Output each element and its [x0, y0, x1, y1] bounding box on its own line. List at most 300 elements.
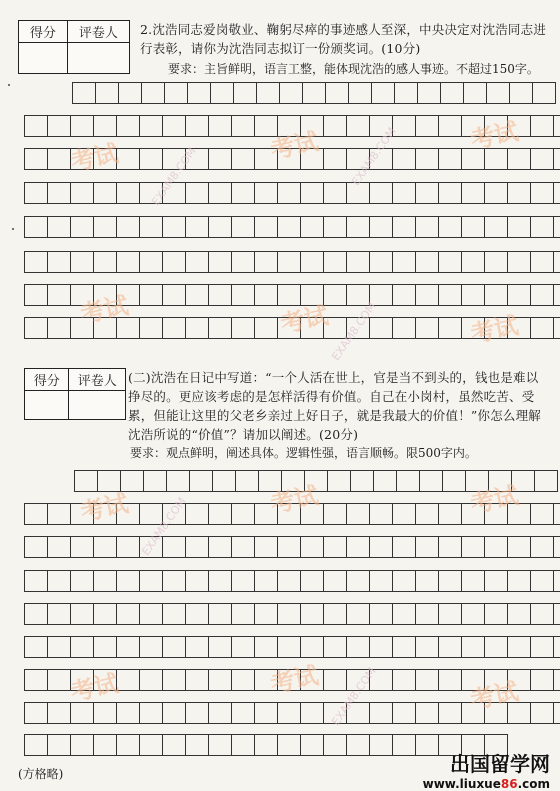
- grid-cell: [300, 536, 324, 558]
- grid-cell: [118, 82, 142, 104]
- grid-cell: [530, 503, 554, 525]
- watermark: 考试: [68, 669, 121, 707]
- grid-cell: [327, 470, 351, 492]
- grid-cell: [392, 702, 416, 724]
- grid-cell: [279, 82, 303, 104]
- grid-cell: [484, 570, 508, 592]
- grid-cell: [116, 603, 140, 625]
- grid-cell: [143, 470, 167, 492]
- grid-cell: [185, 284, 209, 306]
- grid-cell: [277, 216, 301, 238]
- grid-cell: [162, 284, 186, 306]
- grid-cell: [254, 603, 278, 625]
- logo-title: 出国留学网: [450, 752, 550, 776]
- grid-cell: [47, 603, 71, 625]
- grid-cell: [438, 603, 462, 625]
- grid-cell: [323, 503, 347, 525]
- grid-cell: [139, 115, 163, 137]
- grid-cell: [438, 182, 462, 204]
- grid-cell: [47, 216, 71, 238]
- grid-cell: [534, 470, 558, 492]
- grid-cell: [371, 82, 395, 104]
- grid-cell: [277, 251, 301, 273]
- grid-cell: [394, 82, 418, 104]
- grid-cell: [369, 216, 393, 238]
- grid-cell: [486, 82, 510, 104]
- grid-cell: [208, 503, 232, 525]
- grid-cell: [553, 503, 560, 525]
- grid-cell: [507, 148, 531, 170]
- grid-cell: [139, 216, 163, 238]
- grid-cell: [392, 284, 416, 306]
- grid-cell: [231, 702, 255, 724]
- grid-cell: [369, 570, 393, 592]
- grid-cell: [300, 570, 324, 592]
- grid-cell: [116, 636, 140, 658]
- grid-cell: [507, 636, 531, 658]
- grid-cell: [392, 570, 416, 592]
- grid-cell: [442, 470, 466, 492]
- grid-cell: [530, 284, 554, 306]
- grid-cell: [93, 251, 117, 273]
- grid-cell: [70, 115, 94, 137]
- grid-cell: [392, 503, 416, 525]
- grid-cell: [532, 82, 556, 104]
- grid-row: [24, 536, 560, 558]
- grid-cell: [369, 182, 393, 204]
- score-cell: [19, 43, 68, 73]
- section-2-text: (二)沈浩在日记中写道：“一个人活在世上，官是当不到头的，钱也是难以挣尽的。更应该考虑的是怎样活得有价值。自己在小岗村，虽然吃苦、受累，但能让这里的父老乡亲过上好日子，就是我最大的价值！”你怎么理解沈浩所说的“价值”？请加以阐述。(20分): [128, 370, 541, 442]
- grid-cell: [346, 216, 370, 238]
- grid-cell: [300, 216, 324, 238]
- grid-cell: [530, 636, 554, 658]
- grid-cell: [300, 702, 324, 724]
- grid-cell: [484, 284, 508, 306]
- grid-cell: [553, 115, 560, 137]
- grid-cell: [70, 603, 94, 625]
- grid-cell: [440, 82, 464, 104]
- grid-cell: [208, 317, 232, 339]
- grid-cell: [392, 216, 416, 238]
- grid-cell: [164, 82, 188, 104]
- grid-cell: [47, 251, 71, 273]
- score-label: 得分: [25, 369, 69, 391]
- grid-cell: [254, 536, 278, 558]
- grid-cell: [116, 570, 140, 592]
- grid-cell: [530, 251, 554, 273]
- grid-cell: [415, 216, 439, 238]
- logo-url-prefix: www.liuxue: [422, 777, 501, 791]
- grid-cell: [95, 82, 119, 104]
- question-2-requirement: 要求：主旨鲜明，语言工整，能体现沈浩的感人事迹。不超过150字。: [168, 62, 539, 76]
- grid-cell: [208, 216, 232, 238]
- grid-cell: [415, 284, 439, 306]
- grid-cell: [323, 734, 347, 756]
- grid-cell: [530, 182, 554, 204]
- score-box-2: [24, 368, 126, 420]
- grid-cell: [254, 702, 278, 724]
- grid-cell: [185, 669, 209, 691]
- grid-cell: [24, 182, 48, 204]
- grid-cell: [323, 669, 347, 691]
- grid-cell: [346, 570, 370, 592]
- grid-cell: [47, 148, 71, 170]
- grid-cell: [162, 115, 186, 137]
- grid-cell: [530, 603, 554, 625]
- grid-cell: [116, 669, 140, 691]
- grid-cell: [162, 734, 186, 756]
- grid-cell: [139, 251, 163, 273]
- grid-cell: [139, 702, 163, 724]
- grid-cell: [530, 669, 554, 691]
- grid-cell: [461, 536, 485, 558]
- grid-cell: [415, 636, 439, 658]
- grid-cell: [392, 148, 416, 170]
- grid-cell: [392, 669, 416, 691]
- grid-cell: [116, 216, 140, 238]
- grid-cell: [231, 317, 255, 339]
- speck: [12, 228, 14, 230]
- grid-cell: [323, 182, 347, 204]
- grid-cell: [461, 570, 485, 592]
- grid-cell: [553, 536, 560, 558]
- grid-cell: [162, 251, 186, 273]
- grid-cell: [553, 702, 560, 724]
- grid-cell: [484, 216, 508, 238]
- grid-cell: [277, 636, 301, 658]
- grid-cell: [530, 148, 554, 170]
- grid-cell: [530, 702, 554, 724]
- grid-cell: [323, 216, 347, 238]
- grid-cell: [47, 536, 71, 558]
- grid-cell: [24, 603, 48, 625]
- grid-cell: [417, 82, 441, 104]
- grid-cell: [47, 636, 71, 658]
- grid-cell: [24, 284, 48, 306]
- grid-cell: [461, 251, 485, 273]
- grid-cell: [139, 284, 163, 306]
- grid-cell: [231, 251, 255, 273]
- grid-cell: [415, 182, 439, 204]
- grid-cell: [24, 216, 48, 238]
- grid-cell: [47, 317, 71, 339]
- grid-cell: [185, 603, 209, 625]
- grid-cell: [187, 82, 211, 104]
- grid-cell: [438, 636, 462, 658]
- grid-cell: [438, 284, 462, 306]
- grid-cell: [323, 636, 347, 658]
- grid-cell: [116, 115, 140, 137]
- grid-row: [24, 216, 560, 238]
- grid-cell: [139, 317, 163, 339]
- grid-cell: [139, 669, 163, 691]
- grid-cell: [24, 636, 48, 658]
- grid-row: [72, 82, 555, 104]
- grid-cell: [346, 115, 370, 137]
- grid-cell: [323, 536, 347, 558]
- grid-cell: [208, 669, 232, 691]
- logo-url-number: 86: [500, 777, 518, 791]
- grid-cell: [415, 251, 439, 273]
- grid-cell: [509, 82, 533, 104]
- grid-cell: [369, 702, 393, 724]
- grid-cell: [212, 470, 236, 492]
- grid-cell: [415, 317, 439, 339]
- grid-cell: [277, 702, 301, 724]
- site-logo: [423, 748, 550, 791]
- grid-cell: [277, 603, 301, 625]
- grid-cell: [24, 702, 48, 724]
- grid-cell: [484, 251, 508, 273]
- grid-cell: [438, 251, 462, 273]
- grid-cell: [300, 734, 324, 756]
- grid-cell: [277, 734, 301, 756]
- grid-cell: [185, 636, 209, 658]
- grid-cell: [24, 669, 48, 691]
- grid-cell: [254, 251, 278, 273]
- grid-cell: [415, 536, 439, 558]
- grid-cell: [346, 603, 370, 625]
- section-2-requirement: 要求：观点鲜明，阐述具体。逻辑性强，语言顺畅。限500字内。: [130, 446, 477, 460]
- grader-cell: [69, 391, 125, 419]
- grid-cell: [210, 82, 234, 104]
- grid-cell: [415, 603, 439, 625]
- logo-url-suffix: .com: [517, 777, 550, 791]
- grid-cell: [116, 734, 140, 756]
- grid-cell: [231, 734, 255, 756]
- grid-cell: [24, 148, 48, 170]
- grid-cell: [24, 570, 48, 592]
- grid-cell: [47, 115, 71, 137]
- grid-cell: [24, 503, 48, 525]
- grid-cell: [208, 148, 232, 170]
- grid-cell: [323, 603, 347, 625]
- grid-cell: [369, 536, 393, 558]
- grid-cell: [438, 115, 462, 137]
- grid-cell: [507, 603, 531, 625]
- grid-cell: [392, 603, 416, 625]
- grid-cell: [231, 115, 255, 137]
- grid-cell: [553, 317, 560, 339]
- grid-cell: [392, 182, 416, 204]
- grid-cell: [47, 182, 71, 204]
- grid-cell: [162, 317, 186, 339]
- grid-cell: [208, 284, 232, 306]
- grid-cell: [208, 734, 232, 756]
- grid-cell: [507, 182, 531, 204]
- grid-cell: [461, 182, 485, 204]
- grid-cell: [507, 216, 531, 238]
- grid-cell: [461, 284, 485, 306]
- grid-cell: [325, 82, 349, 104]
- grid-cell: [438, 570, 462, 592]
- grid-cell: [277, 570, 301, 592]
- grid-cell: [277, 536, 301, 558]
- grid-cell: [461, 216, 485, 238]
- grid-cell: [254, 734, 278, 756]
- grid-cell: [47, 284, 71, 306]
- grid-cell: [208, 115, 232, 137]
- grid-cell: [47, 503, 71, 525]
- grid-cell: [373, 470, 397, 492]
- grid-cell: [256, 82, 280, 104]
- grid-cell: [277, 182, 301, 204]
- grid-cell: [47, 702, 71, 724]
- grid-cell: [93, 636, 117, 658]
- grid-cell: [369, 603, 393, 625]
- score-box-1: [18, 20, 130, 74]
- watermark-sub: EXAM8.COM: [329, 664, 379, 729]
- grid-cell: [323, 148, 347, 170]
- grid-cell: [208, 251, 232, 273]
- grid-cell: [553, 216, 560, 238]
- grid-row: [24, 603, 560, 625]
- grid-cell: [254, 284, 278, 306]
- grid-cell: [139, 636, 163, 658]
- grid-row: [24, 636, 560, 658]
- grid-cell: [530, 570, 554, 592]
- grid-cell: [139, 570, 163, 592]
- watermark: 考试: [468, 677, 521, 715]
- grid-cell: [47, 570, 71, 592]
- grid-cell: [254, 570, 278, 592]
- grid-cell: [93, 570, 117, 592]
- grid-cell: [300, 603, 324, 625]
- grid-cell: [70, 182, 94, 204]
- grid-cell: [233, 82, 257, 104]
- grid-cell: [231, 603, 255, 625]
- grid-cell: [47, 734, 71, 756]
- grid-cell: [185, 570, 209, 592]
- grid-cell: [185, 317, 209, 339]
- watermark: 考试: [78, 291, 131, 329]
- grid-cell: [208, 636, 232, 658]
- grid-cell: [208, 702, 232, 724]
- grid-cell: [553, 148, 560, 170]
- grid-cell: [231, 503, 255, 525]
- grid-cell: [141, 82, 165, 104]
- grid-row: [24, 251, 560, 273]
- grid-cell: [369, 734, 393, 756]
- grid-row: [24, 182, 560, 204]
- grid-cell: [116, 182, 140, 204]
- grid-cell: [93, 182, 117, 204]
- grid-cell: [185, 503, 209, 525]
- grid-cell: [162, 536, 186, 558]
- grid-cell: [302, 82, 326, 104]
- grid-cell: [70, 734, 94, 756]
- grid-cell: [438, 216, 462, 238]
- grid-cell: [93, 702, 117, 724]
- grid-cell: [438, 536, 462, 558]
- grid-cell: [369, 636, 393, 658]
- grid-row: [24, 570, 560, 592]
- question-2-text: 2.沈浩同志爱岗敬业、鞠躬尽瘁的事迹感人至深，中央决定对沈浩同志进行表彰，请你为沈浩同志拟订一份颁奖词。(10分): [140, 22, 547, 56]
- grid-cell: [162, 636, 186, 658]
- grid-cell: [392, 536, 416, 558]
- grid-cell: [369, 317, 393, 339]
- grid-cell: [24, 115, 48, 137]
- grid-cell: [231, 148, 255, 170]
- grid-cell: [208, 182, 232, 204]
- grid-cell: [323, 251, 347, 273]
- grid-cell: [346, 251, 370, 273]
- grid-cell: [208, 536, 232, 558]
- grid-cell: [139, 603, 163, 625]
- grid-cell: [208, 603, 232, 625]
- grid-cell: [392, 251, 416, 273]
- grid-cell: [484, 636, 508, 658]
- grid-cell: [392, 636, 416, 658]
- grid-cell: [323, 115, 347, 137]
- grid-cell: [231, 669, 255, 691]
- grid-cell: [484, 603, 508, 625]
- grid-cell: [300, 251, 324, 273]
- grid-cell: [350, 470, 374, 492]
- watermark: 考试: [268, 481, 321, 519]
- watermark-sub: EXAM8.COM: [349, 124, 399, 189]
- watermark: 考试: [268, 661, 321, 699]
- grid-cell: [24, 251, 48, 273]
- grid-cell: [530, 317, 554, 339]
- grid-cell: [231, 570, 255, 592]
- grid-cell: [369, 503, 393, 525]
- grid-cell: [415, 115, 439, 137]
- grid-cell: [553, 636, 560, 658]
- grid-cell: [70, 251, 94, 273]
- grid-cell: [254, 216, 278, 238]
- grid-cell: [323, 284, 347, 306]
- grid-cell: [116, 251, 140, 273]
- watermark: 考试: [268, 127, 321, 165]
- grid-cell: [438, 317, 462, 339]
- grid-cell: [438, 702, 462, 724]
- grid-cell: [116, 536, 140, 558]
- watermark: 考试: [278, 301, 331, 339]
- grid-cell: [392, 734, 416, 756]
- grid-cell: [72, 82, 96, 104]
- grid-cell: [70, 570, 94, 592]
- grid-cell: [116, 702, 140, 724]
- grid-cell: [93, 734, 117, 756]
- grid-cell: [553, 182, 560, 204]
- grid-cell: [530, 115, 554, 137]
- grid-cell: [484, 536, 508, 558]
- grid-cell: [415, 669, 439, 691]
- grid-cell: [185, 251, 209, 273]
- grid-cell: [461, 636, 485, 658]
- grid-cell: [507, 251, 531, 273]
- watermark: 考试: [468, 117, 521, 155]
- grid-cell: [231, 182, 255, 204]
- grid-cell: [166, 470, 190, 492]
- watermark-sub: EXAM8.COM: [139, 494, 189, 559]
- grid-cell: [553, 251, 560, 273]
- grid-cell: [463, 82, 487, 104]
- watermark: 考试: [468, 311, 521, 349]
- grid-cell: [162, 603, 186, 625]
- grid-cell: [530, 536, 554, 558]
- grader-label: 评卷人: [68, 21, 129, 43]
- grid-cell: [70, 636, 94, 658]
- grid-cell: [185, 216, 209, 238]
- grid-cell: [438, 669, 462, 691]
- grid-cell: [231, 636, 255, 658]
- grid-cell: [300, 182, 324, 204]
- watermark: 考试: [78, 489, 131, 527]
- grid-cell: [461, 603, 485, 625]
- grid-cell: [507, 284, 531, 306]
